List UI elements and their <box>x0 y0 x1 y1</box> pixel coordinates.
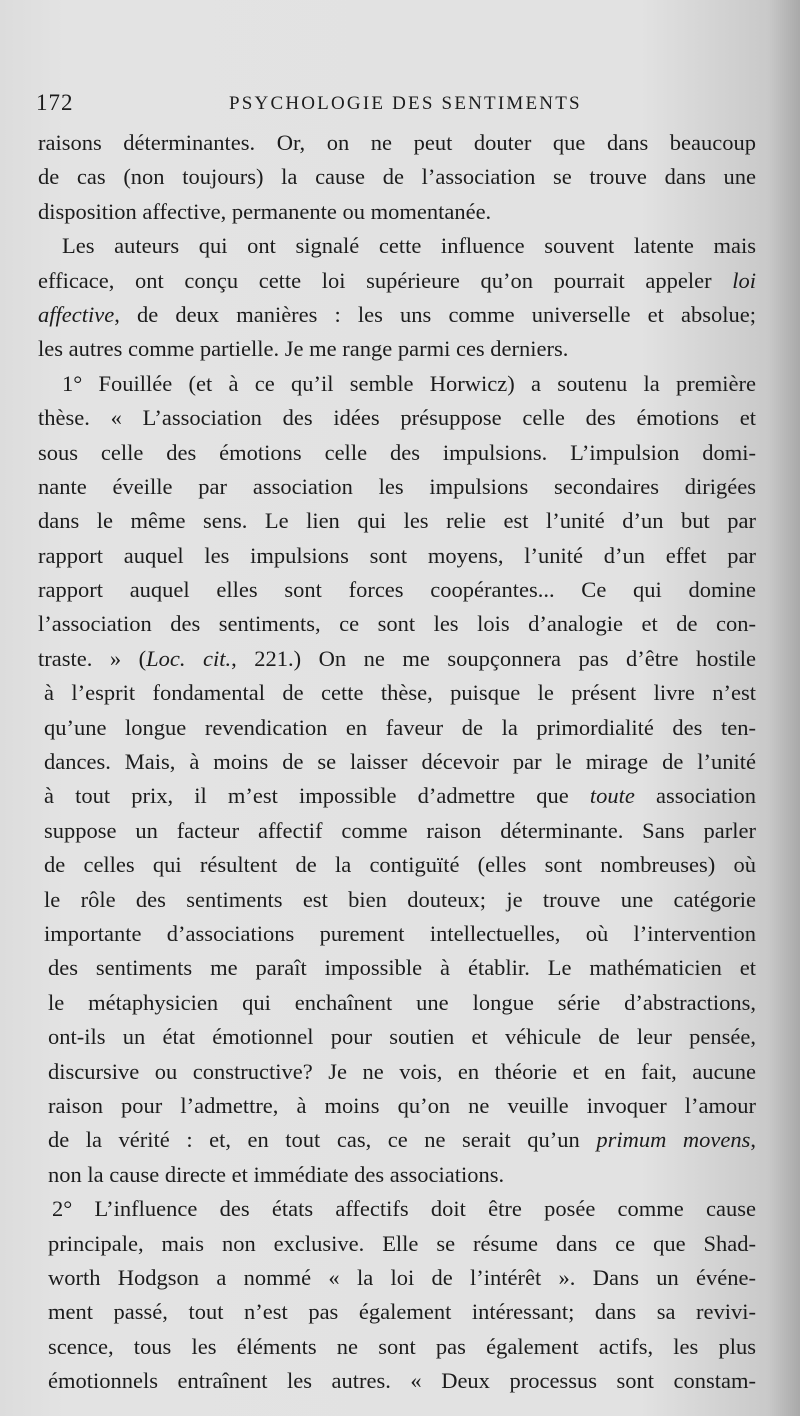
text-line <box>38 573 756 607</box>
text-line <box>38 1123 756 1157</box>
text-segment: efficace, ont conçu cette loi supérieure qu’on pourrait appeler <box>38 267 733 293</box>
text-segment: sous celle des émotions celle des impulsions. L’impulsion domi- <box>38 439 756 465</box>
text-segment: disposition affective, permanente ou momentanée. <box>38 198 492 224</box>
text-line <box>38 1227 756 1261</box>
text-line <box>38 436 756 470</box>
page-number: 172 <box>36 90 74 115</box>
text-segment: ont-ils un état émotionnel pour soutien et véhicule de leur pensée, <box>48 1024 756 1050</box>
text-segment: qu’une longue revendication en faveur de la primordialité des ten- <box>44 714 756 740</box>
text-segment: raisons déterminantes. Or, on ne peut douter que dans beaucoup <box>38 130 756 155</box>
text-segment: 2° L’influence des états affectifs doit être posée comme cause <box>52 1196 756 1222</box>
text-segment: de cas (non toujours) la cause de l’association se trouve dans une <box>38 164 756 190</box>
text-segment: , 221.) On ne me soupçonnera pas d’être hostile <box>231 645 757 671</box>
text-segment: non la cause directe et immédiate des associations. <box>48 1161 505 1187</box>
text-segment: à tout prix, il m’est impossible d’admettre que <box>44 783 590 809</box>
text-segment: des sentiments me paraît impossible à établir. Le mathématicien et <box>48 955 756 981</box>
text-segment: le métaphysicien qui enchaînent une longue série d’abstractions, <box>48 989 756 1015</box>
text-line <box>38 504 756 538</box>
text-segment: association <box>634 783 756 809</box>
text-segment: worth Hodgson a nommé « la loi de l’intérêt ». Dans un événe- <box>48 1264 756 1290</box>
text-segment: dans le même sens. Le lien qui les relie est l’unité d’un but par <box>38 508 756 534</box>
italic-text: toute <box>589 783 635 809</box>
text-segment: Les auteurs qui ont signalé cette influence souvent latente mais <box>62 233 756 259</box>
page-header <box>36 90 750 118</box>
text-segment: , de deux manières : les uns comme universelle et absolue; <box>114 301 756 327</box>
italic-text: primum movens <box>596 1127 751 1153</box>
text-segment: émotionnels entraînent les autres. « Deux processus sont constam- <box>48 1368 756 1394</box>
text-segment: l’association des sentiments, ce sont les lois d’analogie et de con- <box>38 611 756 637</box>
text-line <box>38 539 756 573</box>
text-segment: importante d’associations purement intellectuelles, où l’intervention <box>44 920 756 946</box>
italic-text: Loc. cit. <box>146 645 232 671</box>
text-line <box>38 126 756 160</box>
text-line <box>38 195 756 229</box>
body-text <box>38 126 756 1398</box>
text-line <box>38 917 756 951</box>
text-segment: scence, tous les éléments ne sont pas également actifs, les plus <box>48 1333 756 1359</box>
text-line <box>38 229 756 263</box>
text-line <box>38 298 756 332</box>
text-line <box>38 951 756 985</box>
text-line <box>38 160 756 194</box>
running-title: PSYCHOLOGIE DES SENTIMENTS <box>229 93 582 114</box>
italic-text: affective <box>38 301 115 327</box>
text-line <box>38 642 756 676</box>
text-line <box>38 1192 756 1226</box>
text-segment: thèse. « L’association des idées présuppose celle des émotions et <box>38 405 756 431</box>
text-segment: de la vérité : et, en tout cas, ce ne serait qu’un <box>48 1127 597 1153</box>
text-line <box>38 779 756 813</box>
text-line <box>38 745 756 779</box>
text-segment: ment passé, tout n’est pas également intéressant; dans sa revivi- <box>48 1299 756 1325</box>
text-line <box>38 1295 756 1329</box>
text-line <box>38 470 756 504</box>
text-line <box>38 1330 756 1364</box>
text-segment: traste. » ( <box>38 645 147 671</box>
text-segment: 1° Fouillée (et à ce qu’il semble Horwicz) a soutenu la première <box>62 370 756 396</box>
text-segment: de celles qui résultent de la contiguïté (elles sont nombreuses) où <box>44 852 756 878</box>
text-line <box>38 1364 756 1398</box>
text-segment: le rôle des sentiments est bien douteux; je trouve une catégorie <box>44 886 756 912</box>
text-segment: à l’esprit fondamental de cette thèse, puisque le présent livre n’est <box>44 680 756 706</box>
text-segment: raison pour l’admettre, à moins qu’on ne veuille invoquer l’amour <box>48 1092 756 1118</box>
text-line <box>38 1261 756 1295</box>
text-segment: rapport auquel les impulsions sont moyens, l’unité d’un effet par <box>38 542 756 568</box>
text-line <box>38 401 756 435</box>
text-segment: rapport auquel elles sont forces coopérantes... Ce qui domine <box>38 577 756 603</box>
text-segment: suppose un facteur affectif comme raison déterminante. Sans parler <box>44 817 756 843</box>
text-line <box>38 986 756 1020</box>
text-segment: dances. Mais, à moins de se laisser décevoir par le mirage de l’unité <box>44 749 756 775</box>
text-segment: , <box>750 1127 757 1153</box>
text-line <box>38 1089 756 1123</box>
text-line <box>38 676 756 710</box>
text-line <box>38 814 756 848</box>
text-line <box>38 264 756 298</box>
text-line <box>38 883 756 917</box>
text-line <box>38 1055 756 1089</box>
text-segment: les autres comme partielle. Je me range parmi ces derniers. <box>38 336 569 362</box>
italic-text: loi <box>732 267 756 293</box>
text-line <box>38 848 756 882</box>
text-segment: nante éveille par association les impulsions secondaires dirigées <box>38 473 756 499</box>
text-line <box>38 367 756 401</box>
text-line <box>38 711 756 745</box>
text-line <box>38 1158 756 1192</box>
text-segment: principale, mais non exclusive. Elle se résume dans ce que Shad- <box>48 1230 756 1256</box>
text-line <box>38 1020 756 1054</box>
text-line <box>38 332 756 366</box>
text-line <box>38 607 756 641</box>
text-segment: discursive ou constructive? Je ne vois, en théorie et en fait, aucune <box>48 1058 756 1084</box>
